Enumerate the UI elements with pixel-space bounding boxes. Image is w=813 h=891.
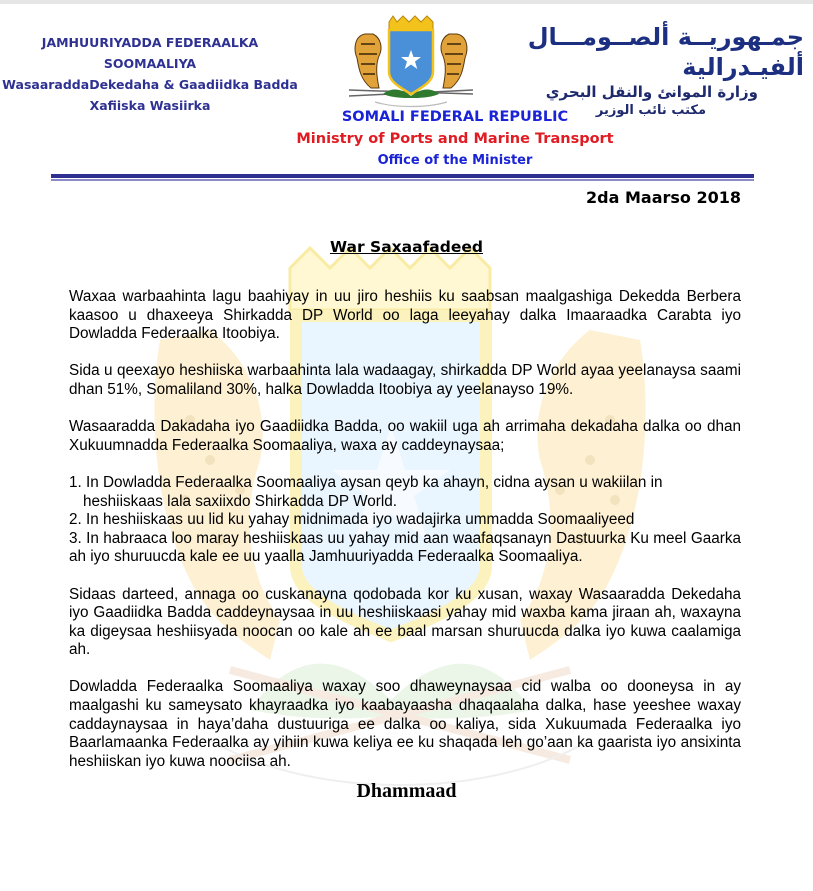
paragraph: Sidaas darteed, annaga oo cuskanayna qodobada kor ku xusan, waxay Wasaaradda Dekedaha iyo Gaadiidka Badda caddeynaysaa in uu heshiiskaasi yahay mid waxba kama jiraan ah, waxayna ka digeysaa heshiisyada noocan oo kale ah ee baal marsan shuruucda dalka iyo kuwa caalamiga ah. — [69, 585, 741, 659]
paragraph: Wasaaradda Dakadaha iyo Gaadiidka Badda, oo wakiil uga ah arrimaha dekadaha dalka oo dhan Xukuumnadda Federaalka Soomaaliya, waxa ay caddeynaysaa; — [69, 418, 741, 454]
letterhead-somali — [0, 32, 300, 116]
letterhead-somali-line4: Xafiiska Wasiirka — [89, 98, 211, 113]
document-date: 2da Maarso 2018 — [586, 188, 741, 207]
header-divider-thin — [51, 179, 754, 181]
letterhead-english-line1: SOMALI FEDERAL REPUBLIC — [341, 109, 569, 125]
letterhead-arabic-line2: وزارة الموانئ والنقل البحري — [545, 83, 758, 101]
paragraph: Waxaa warbaahinta lagu baahiyay in uu jiro heshiis ku saabsan maalgashiga Dekedda Berbera kaasoo u dhaxeeya Shirkadda DP World oo laga leeyahay dalka Imaaraadka Carabta iyo Dowladda Federaalka Itoobiya. — [69, 288, 741, 343]
top-border — [0, 0, 813, 4]
letterhead-english — [290, 106, 620, 172]
letterhead-somali-line2: SOOMAALIYA — [103, 56, 197, 71]
paragraph: Dowladda Federaalka Soomaaliya waxay soo dhaweynaysaa cid walba oo dooneysa in ay maalgashi ku sameysato khayraadka iyo kaabayaasha dhaqaalaha dalka, hase yeeshee waxay caddaynaysaa in haya’daha dustuuriga ee dalka oo kaliya, sida Xukuumada Federaalka iyo Baarlamaanka Federaalka ay yihiin kuwa keliya ee ku shaqada leh go’aan ka gaarista iyo ansixinta heshiiskan iyo kuwa noociisa ah. — [69, 678, 741, 770]
list-item: 2. In heshiiskaas uu lid ku yahay midnimada iyo wadajirka ummadda Soomaaliyeed — [69, 511, 635, 529]
somalia-coat-of-arms-icon — [345, 14, 477, 110]
document-body — [69, 288, 741, 790]
list-item: 1. In Dowladda Federaalka Soomaaliya aysan qeyb ka ahayn, cidna aysan u wakiilan in heshiiskaas lala saxiixdo Shirkadda DP World. — [69, 473, 663, 510]
header-divider — [51, 174, 754, 178]
letterhead-somali-line3: WasaaraddaDekedaha & Gaadiidka Badda — [2, 77, 298, 92]
letterhead-arabic — [490, 22, 806, 119]
document-title: War Saxaafadeed — [329, 238, 483, 256]
letterhead-english-line3: Office of the Minister — [377, 153, 533, 168]
letterhead-arabic-line3: مكتب نائب الوزير — [595, 103, 706, 118]
paragraph: Sida u qeexayo heshiiska warbaahinta lala wadaagay, shirkadda DP World ayaa yeelanaysa saami dhan 51%, Somaliland 30%, halka Dowladda Itoobiya ay yeelanayso 19%. — [69, 362, 741, 398]
list-item: 3. In habraaca loo maray heshiiskaas uu yahay mid aan waafaqsanayn Dastuurka Ku meel Gaarka ah iyo shuruucda kale ee uu yaalla Jamhuuriyadda Federaalka Soomaaliya. — [69, 529, 741, 566]
letterhead-arabic-line1: جمـهوريــة ألصــومـــال ألفيـدرالية — [527, 23, 804, 81]
document-end-marker: Dhammaad — [356, 780, 457, 802]
letterhead-english-line2: Ministry of Ports and Marine Transport — [296, 131, 614, 147]
letterhead-somali-line1: JAMHUURIYADDA FEDERAALKA — [41, 35, 259, 50]
